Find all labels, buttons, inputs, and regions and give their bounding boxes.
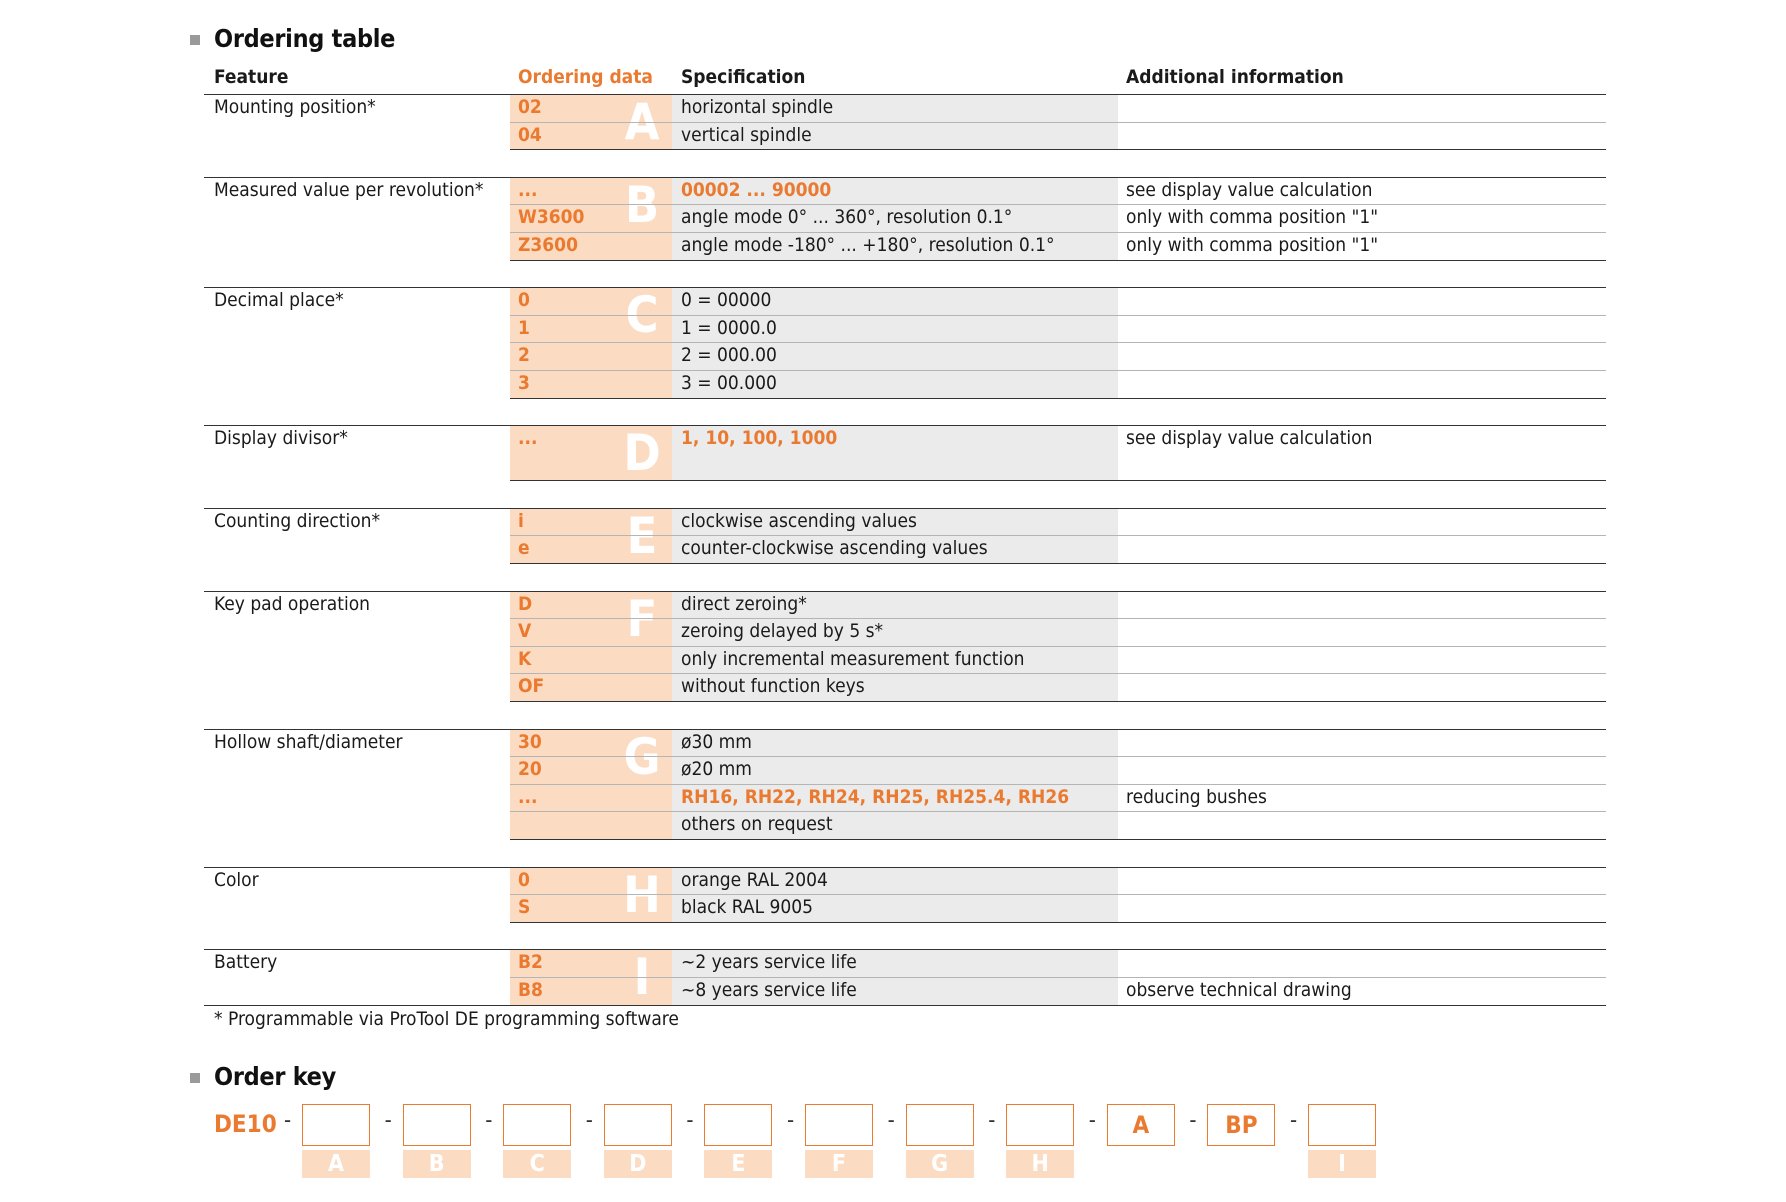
order-key-separator: - (988, 1108, 996, 1133)
order-key-field-label: A (302, 1150, 370, 1178)
order-key-separator: - (787, 1108, 795, 1133)
order-key-separator: - (284, 1108, 292, 1133)
order-key-field-label: D (604, 1150, 672, 1178)
specification-text: ~2 years service life (681, 951, 857, 974)
group-bottom-rule (510, 563, 1606, 564)
group-letter: B (624, 175, 660, 234)
order-key-separator: - (1088, 1108, 1096, 1133)
row-rule (510, 894, 1606, 895)
order-key-field-label: E (704, 1150, 772, 1178)
specification-text: angle mode -180° ... +180°, resolution 0.1° (681, 234, 1055, 256)
section-bullet (190, 35, 200, 45)
ordering-code: Z3600 (518, 234, 578, 256)
order-key-separator: - (585, 1108, 593, 1133)
order-key-separator: - (686, 1108, 694, 1133)
feature-label: Display divisor* (214, 427, 348, 450)
additional-information-text: observe technical drawing (1126, 979, 1352, 1001)
ordering-code: 02 (518, 96, 542, 118)
group-bottom-rule (510, 922, 1606, 923)
order-key-field[interactable] (1006, 1104, 1074, 1146)
row-rule (510, 315, 1606, 316)
specification-text: angle mode 0° ... 360°, resolution 0.1° (681, 206, 1013, 229)
feature-label: Color (214, 868, 259, 891)
row-rule (510, 756, 1606, 757)
order-key-field[interactable] (906, 1104, 974, 1146)
ordering-code: D (518, 592, 533, 615)
row-rule (510, 370, 1606, 371)
order-key-field[interactable] (805, 1104, 873, 1146)
ordering-code: ... (518, 427, 538, 450)
specification-text: horizontal spindle (681, 96, 834, 118)
feature-label: Battery (214, 951, 278, 974)
order-key-separator: - (384, 1108, 392, 1133)
row-rule (510, 811, 1606, 812)
specification-text: 1 = 0000.0 (681, 316, 777, 339)
order-key-field[interactable]: BP (1207, 1104, 1275, 1146)
order-key-field[interactable]: A (1107, 1104, 1175, 1146)
specification-text: others on request (681, 813, 833, 836)
group-letter: C (625, 286, 659, 345)
specification-text: direct zeroing* (681, 592, 807, 615)
ordering-code: B2 (518, 951, 543, 974)
row-rule (510, 342, 1606, 343)
specification-text: 00002 ... 90000 (681, 178, 832, 201)
specification-text: ø30 mm (681, 730, 752, 753)
ordering-code: 1 (518, 316, 530, 339)
column-header-additional-information: Additional information (1126, 66, 1344, 88)
specification-text: vertical spindle (681, 123, 812, 146)
order-key-field-label: G (906, 1150, 974, 1178)
order-key-field-label: I (1308, 1150, 1376, 1178)
group-bottom-rule (510, 398, 1606, 399)
ordering-code: 0 (518, 289, 530, 312)
ordering-code: ... (518, 178, 538, 201)
additional-information-text: see display value calculation (1126, 427, 1373, 450)
group-letter: H (623, 865, 661, 924)
order-key-field[interactable] (1308, 1104, 1376, 1146)
ordering-code: K (518, 647, 532, 670)
group-bottom-rule (510, 260, 1606, 261)
specification-text: ~8 years service life (681, 979, 857, 1001)
specification-text: clockwise ascending values (681, 509, 917, 532)
feature-label: Mounting position* (214, 96, 376, 118)
ordering-code: 3 (518, 372, 530, 394)
row-rule (510, 535, 1606, 536)
ordering-code: 0 (518, 868, 530, 891)
ordering-code: ... (518, 785, 538, 808)
row-rule (510, 646, 1606, 647)
order-key-field-label: B (403, 1150, 471, 1178)
order-key-title: Order key (214, 1062, 336, 1091)
order-key-field[interactable] (704, 1104, 772, 1146)
specification-text: 1, 10, 100, 1000 (681, 427, 838, 450)
column-header-feature: Feature (214, 66, 289, 88)
order-key-field-label: C (503, 1150, 571, 1178)
group-bottom-rule (510, 839, 1606, 840)
group-letter: D (623, 424, 661, 483)
order-key-field[interactable] (503, 1104, 571, 1146)
additional-information-text: reducing bushes (1126, 785, 1267, 808)
group-bottom-rule (510, 701, 1606, 702)
row-rule (510, 618, 1606, 619)
ordering-code: W3600 (518, 206, 585, 229)
ordering-code: 2 (518, 344, 530, 367)
ordering-code: B8 (518, 979, 543, 1001)
row-rule (510, 673, 1606, 674)
feature-label: Hollow shaft/diameter (214, 730, 403, 753)
order-key-separator: - (1290, 1108, 1298, 1133)
footnote: * Programmable via ProTool DE programming software (214, 1008, 679, 1030)
specification-text: orange RAL 2004 (681, 868, 828, 891)
group-bottom-rule (510, 149, 1606, 150)
row-rule (510, 232, 1606, 233)
ordering-code: 04 (518, 123, 542, 146)
specification-text: without function keys (681, 675, 865, 698)
feature-label: Key pad operation (214, 592, 370, 615)
additional-information-text: only with comma position "1" (1126, 234, 1379, 256)
group-letter: I (633, 948, 651, 1007)
group-letter: G (623, 727, 661, 786)
page-title: Ordering table (214, 24, 396, 53)
specification-text: only incremental measurement function (681, 647, 1025, 670)
group-letter: A (624, 93, 660, 151)
ordering-code: OF (518, 675, 545, 698)
ordering-code: e (518, 537, 530, 560)
specification-text: ø20 mm (681, 758, 752, 781)
row-rule (510, 204, 1606, 205)
order-key-field-label: F (805, 1150, 873, 1178)
feature-label: Decimal place* (214, 289, 344, 312)
column-header-ordering-data: Ordering data (518, 66, 653, 88)
order-key-separator: - (1189, 1108, 1197, 1133)
specification-text: 3 = 00.000 (681, 372, 777, 394)
specification-text: 2 = 000.00 (681, 344, 777, 367)
order-key-prefix: DE10 (214, 1110, 277, 1138)
row-rule (510, 977, 1606, 978)
column-header-specification: Specification (681, 66, 806, 88)
ordering-code: 20 (518, 758, 542, 781)
additional-information-text: only with comma position "1" (1126, 206, 1379, 229)
specification-text: RH16, RH22, RH24, RH25, RH25.4, RH26 (681, 785, 1070, 808)
group-bottom-rule (204, 1005, 1606, 1006)
ordering-code: i (518, 509, 524, 532)
group-letter: E (626, 506, 658, 565)
specification-text: black RAL 9005 (681, 896, 814, 919)
feature-label: Counting direction* (214, 509, 381, 532)
specification-text: zeroing delayed by 5 s* (681, 620, 884, 643)
specification-text: 0 = 00000 (681, 289, 772, 312)
order-key-separator: - (485, 1108, 493, 1133)
order-key-field[interactable] (302, 1104, 370, 1146)
group-bottom-rule (510, 480, 1606, 481)
additional-information-text: see display value calculation (1126, 178, 1373, 201)
order-key-field[interactable] (604, 1104, 672, 1146)
specification-text: counter-clockwise ascending values (681, 537, 988, 560)
order-key-separator: - (887, 1108, 895, 1133)
ordering-code: S (518, 896, 531, 919)
row-rule (510, 122, 1606, 123)
order-key-field-label: H (1006, 1150, 1074, 1178)
feature-label: Measured value per revolution* (214, 178, 484, 201)
order-key-field[interactable] (403, 1104, 471, 1146)
section-bullet (190, 1073, 200, 1083)
ordering-code: V (518, 620, 532, 643)
group-letter: F (626, 589, 658, 648)
ordering-code: 30 (518, 730, 542, 753)
